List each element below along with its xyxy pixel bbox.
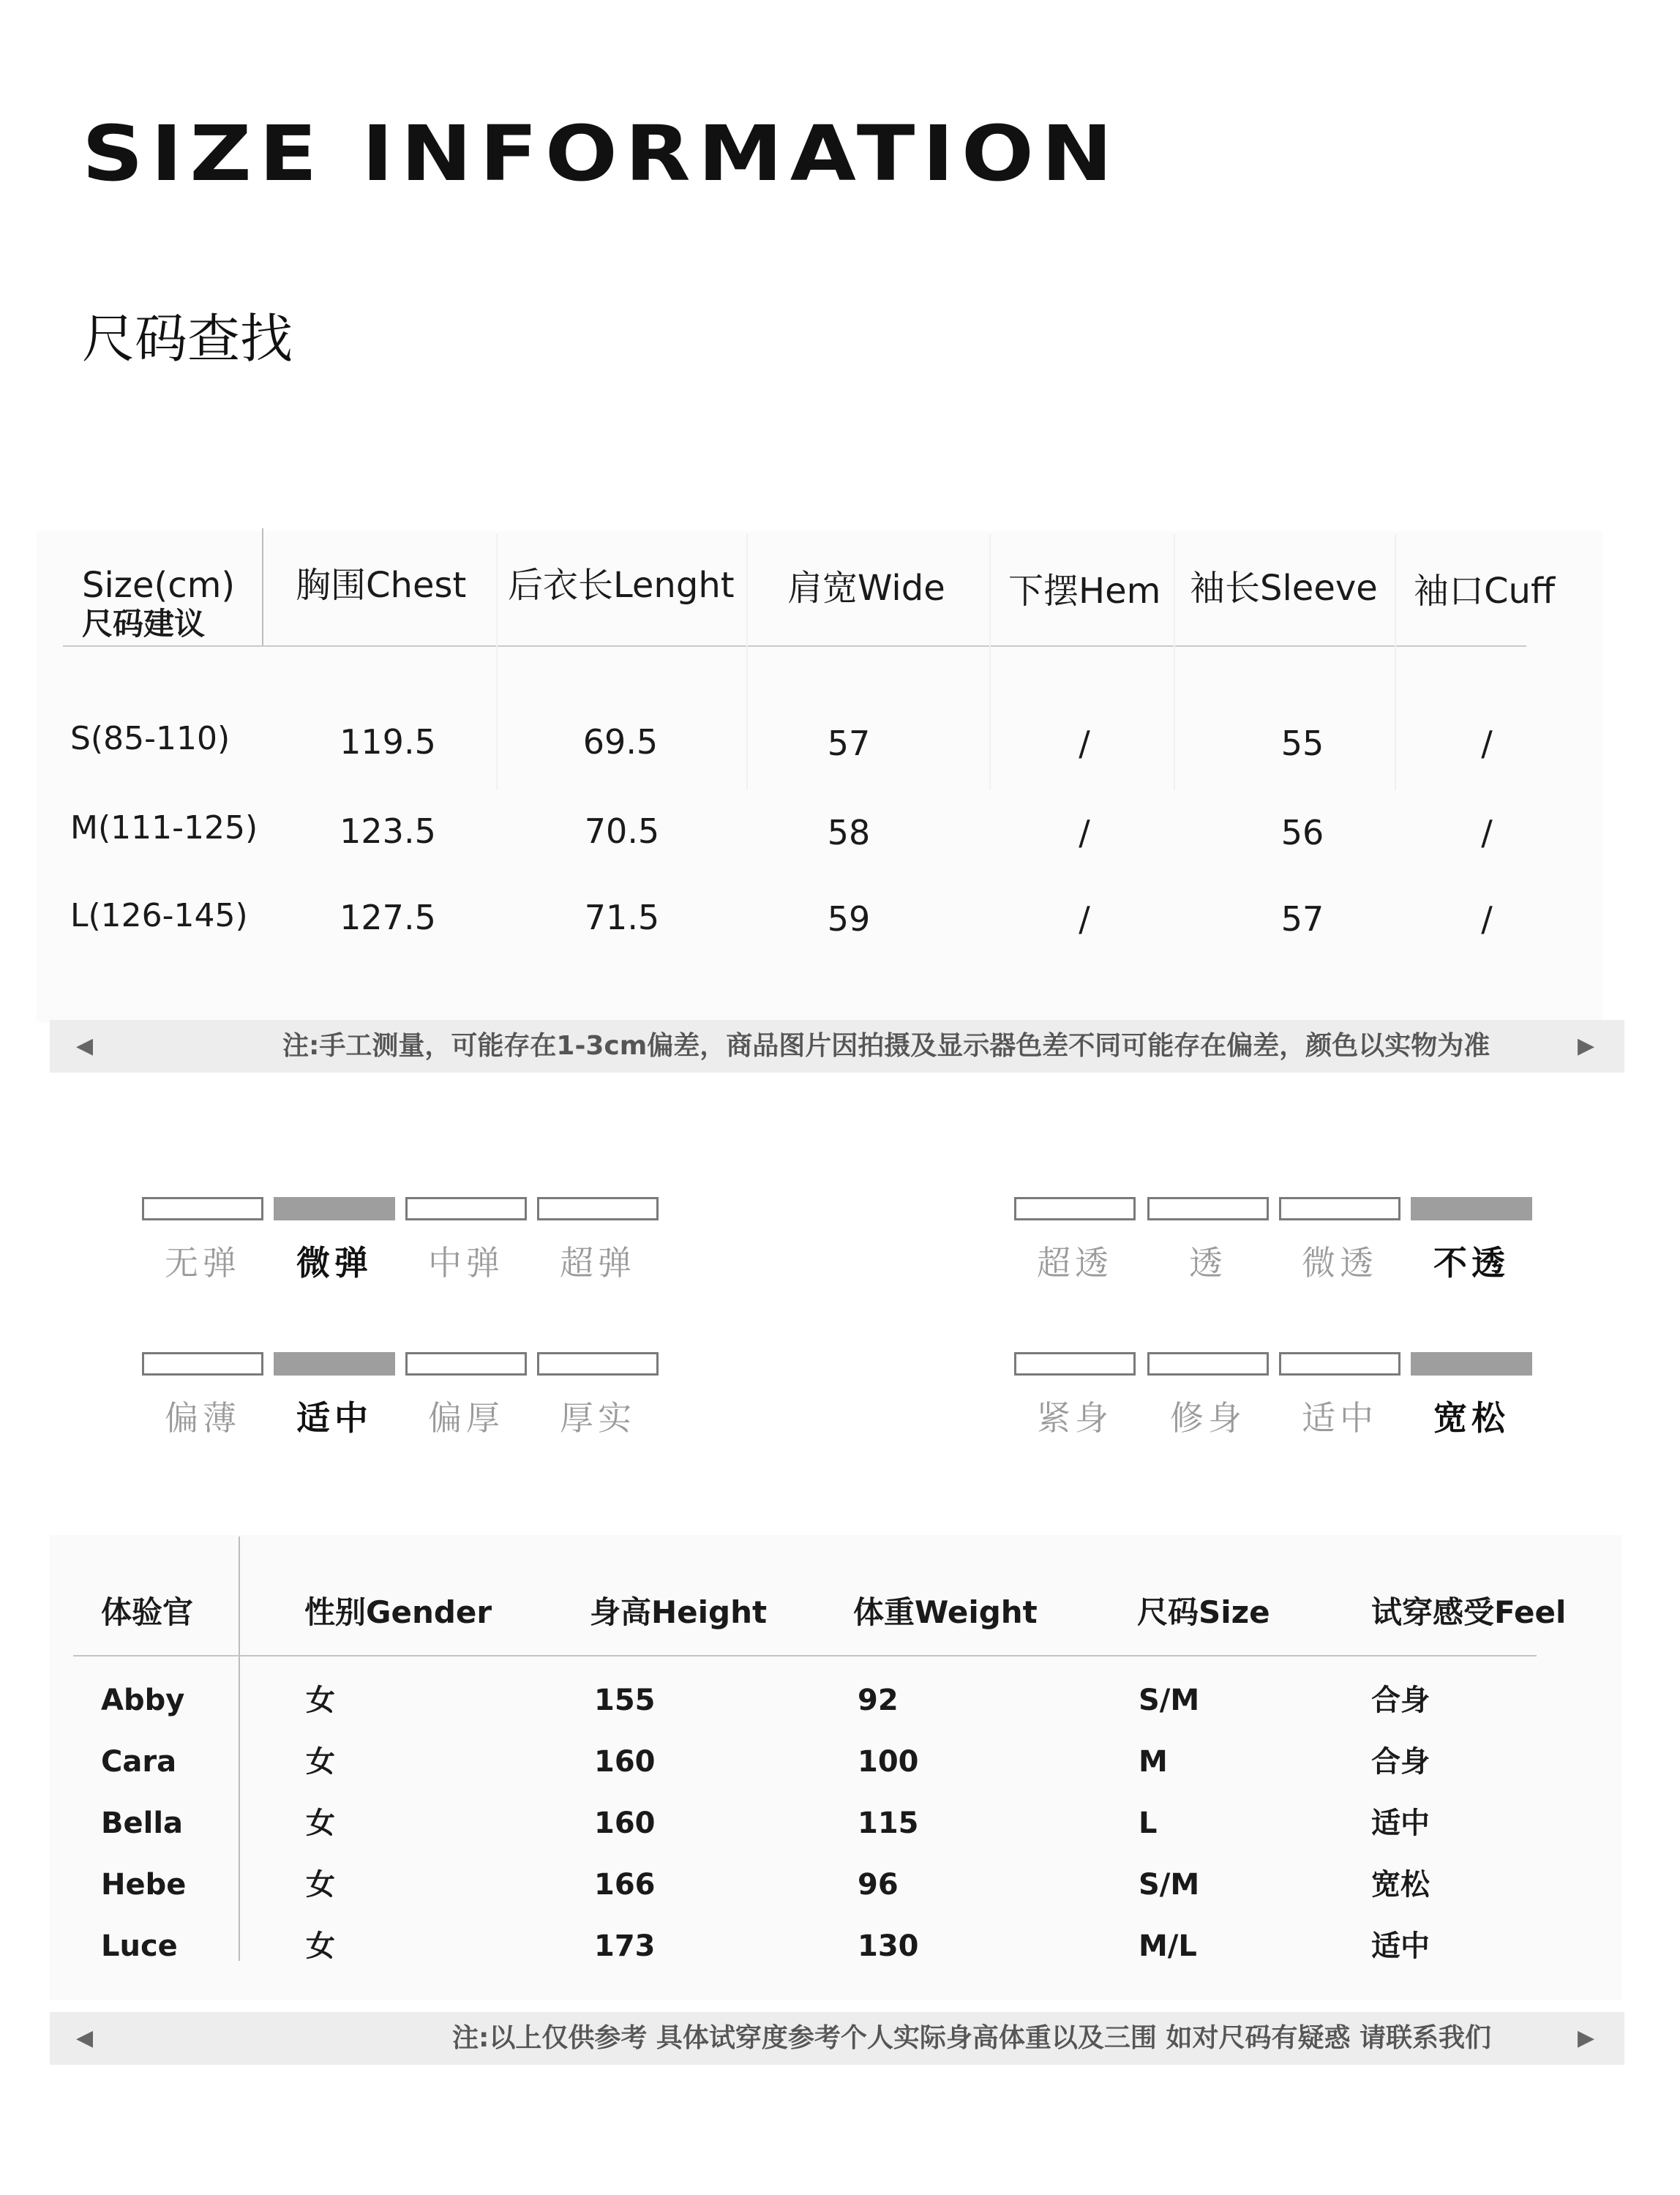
gender-header: 性别Gender bbox=[304, 1594, 492, 1630]
height-header: 身高Height bbox=[590, 1594, 768, 1630]
scale-label-selected: 适中 bbox=[296, 1398, 372, 1438]
table-cell: 119.5 bbox=[340, 722, 436, 762]
table-cell: 100 bbox=[858, 1745, 919, 1779]
scale-label: 厚实 bbox=[560, 1398, 636, 1438]
scale-label: 微透 bbox=[1302, 1243, 1378, 1283]
divider bbox=[73, 1655, 1537, 1656]
table-cell: S/M bbox=[1139, 1868, 1200, 1902]
scale-label: 紧身 bbox=[1037, 1398, 1113, 1438]
table-cell: Abby bbox=[101, 1684, 185, 1717]
table-cell: Bella bbox=[101, 1806, 184, 1840]
scroll-left-icon[interactable]: ◀ bbox=[76, 2025, 94, 2051]
size-header: Size(cm) bbox=[82, 565, 236, 606]
scale-segment bbox=[405, 1197, 527, 1220]
divider bbox=[63, 645, 1526, 647]
cuff-header: 袖口Cuff bbox=[1414, 571, 1556, 612]
divider bbox=[746, 534, 748, 790]
table-cell: 58 bbox=[827, 813, 871, 852]
scale-segment bbox=[537, 1197, 659, 1220]
scale-segment bbox=[1014, 1197, 1136, 1220]
feel-header: 试穿感受Feel bbox=[1371, 1594, 1567, 1630]
divider bbox=[239, 1536, 240, 1961]
table-cell: 155 bbox=[594, 1684, 656, 1717]
table-cell: / bbox=[1481, 899, 1493, 939]
table-cell: 57 bbox=[827, 724, 871, 763]
page-title: SIZE INFORMATION bbox=[82, 109, 1120, 198]
table-cell: 女 bbox=[306, 1929, 335, 1963]
chest-header: 胸围Chest bbox=[296, 565, 467, 606]
table-cell: 宽松 bbox=[1371, 1868, 1430, 1902]
table-cell: 女 bbox=[306, 1745, 335, 1779]
scale-label: 偏薄 bbox=[165, 1398, 241, 1438]
table-cell: / bbox=[1481, 724, 1493, 763]
table-cell: 女 bbox=[306, 1868, 335, 1902]
scale-label: 偏厚 bbox=[428, 1398, 504, 1438]
table-cell: 合身 bbox=[1371, 1745, 1430, 1779]
scale-label-selected: 不透 bbox=[1433, 1243, 1510, 1283]
scale-segment bbox=[1014, 1352, 1136, 1376]
size-header: 尺码Size bbox=[1137, 1594, 1270, 1630]
scroll-right-icon[interactable]: ▶ bbox=[1578, 2025, 1595, 2051]
scale-segment-selected bbox=[1411, 1197, 1532, 1220]
model-note-bar[interactable] bbox=[50, 2012, 1624, 2065]
table-cell: S/M bbox=[1139, 1684, 1200, 1717]
size-note-bar[interactable] bbox=[50, 1020, 1624, 1073]
table-cell: 71.5 bbox=[584, 898, 660, 937]
scale-segment bbox=[1279, 1197, 1400, 1220]
scale-segment bbox=[142, 1352, 263, 1376]
scale-segment bbox=[1147, 1352, 1269, 1376]
wide-header: 肩宽Wide bbox=[787, 568, 945, 609]
table-cell: 55 bbox=[1280, 724, 1324, 763]
table-cell: M bbox=[1139, 1745, 1168, 1779]
scale-segment-selected bbox=[1411, 1352, 1532, 1376]
scale-label: 无弹 bbox=[165, 1243, 241, 1283]
divider bbox=[496, 534, 498, 790]
table-cell: 女 bbox=[306, 1684, 335, 1717]
table-cell: M/L bbox=[1139, 1929, 1197, 1963]
table-cell: 160 bbox=[594, 1745, 656, 1779]
table-cell: / bbox=[1079, 899, 1090, 939]
table-cell: Luce bbox=[101, 1929, 178, 1963]
model-note: 注:以上仅供参考 具体试穿度参考个人实际身高体重以及三围 如对尺码有疑惑 请联系我们 bbox=[452, 2023, 1491, 2053]
table-cell: 96 bbox=[858, 1868, 899, 1902]
scale-label-selected: 微弹 bbox=[296, 1243, 372, 1283]
table-cell: 127.5 bbox=[340, 898, 436, 937]
table-cell: L(126-145) bbox=[70, 897, 248, 934]
table-cell: 69.5 bbox=[582, 722, 659, 762]
table-cell: Cara bbox=[101, 1745, 177, 1779]
table-cell: S(85-110) bbox=[70, 720, 230, 757]
table-cell: / bbox=[1079, 724, 1090, 763]
model-header: 体验官 bbox=[101, 1594, 194, 1630]
table-cell: 57 bbox=[1280, 899, 1324, 939]
table-cell: / bbox=[1481, 813, 1493, 852]
table-cell: 适中 bbox=[1371, 1929, 1430, 1963]
scale-segment bbox=[405, 1352, 527, 1376]
table-cell: 160 bbox=[594, 1806, 656, 1840]
scroll-right-icon[interactable]: ▶ bbox=[1578, 1033, 1595, 1059]
scale-label: 修身 bbox=[1170, 1398, 1246, 1438]
table-cell: Hebe bbox=[101, 1868, 187, 1902]
scale-segment-selected bbox=[274, 1352, 395, 1376]
divider bbox=[262, 528, 263, 647]
scale-segment bbox=[142, 1197, 263, 1220]
table-cell: 115 bbox=[858, 1806, 919, 1840]
scale-label: 超透 bbox=[1037, 1243, 1113, 1283]
scale-label: 适中 bbox=[1302, 1398, 1378, 1438]
table-cell: 92 bbox=[858, 1684, 899, 1717]
length-header: 后衣长Lenght bbox=[508, 565, 735, 606]
table-cell: / bbox=[1079, 813, 1090, 852]
scale-label-selected: 宽松 bbox=[1433, 1398, 1510, 1438]
sleeve-header: 袖长Sleeve bbox=[1190, 568, 1378, 609]
table-cell: 59 bbox=[827, 899, 871, 939]
table-cell: 123.5 bbox=[340, 811, 436, 851]
table-cell: 适中 bbox=[1371, 1806, 1430, 1840]
scale-segment bbox=[1279, 1352, 1400, 1376]
table-cell: 173 bbox=[594, 1929, 656, 1963]
page-subtitle: 尺码查找 bbox=[82, 308, 293, 369]
scale-segment-selected bbox=[274, 1197, 395, 1220]
table-cell: 合身 bbox=[1371, 1684, 1430, 1717]
table-cell: 166 bbox=[594, 1868, 656, 1902]
scroll-left-icon[interactable]: ◀ bbox=[76, 1033, 94, 1059]
hem-header: 下摆Hem bbox=[1008, 571, 1161, 612]
scale-segment bbox=[1147, 1197, 1269, 1220]
scale-label: 透 bbox=[1189, 1243, 1227, 1283]
table-cell: 56 bbox=[1280, 813, 1324, 852]
size-header-sub: 尺码建议 bbox=[82, 606, 206, 642]
size-note: 注:手工测量，可能存在1-3cm偏差，商品图片因拍摄及显示器色差不同可能存在偏差，颜色以实物为准 bbox=[282, 1031, 1490, 1061]
table-cell: 女 bbox=[306, 1806, 335, 1840]
scale-label: 超弹 bbox=[560, 1243, 636, 1283]
scale-segment bbox=[537, 1352, 659, 1376]
weight-header: 体重Weight bbox=[853, 1594, 1038, 1630]
table-cell: M(111-125) bbox=[70, 809, 258, 847]
scale-label: 中弹 bbox=[428, 1243, 504, 1283]
table-cell: L bbox=[1139, 1806, 1158, 1840]
table-cell: 130 bbox=[858, 1929, 919, 1963]
table-cell: 70.5 bbox=[584, 811, 660, 851]
